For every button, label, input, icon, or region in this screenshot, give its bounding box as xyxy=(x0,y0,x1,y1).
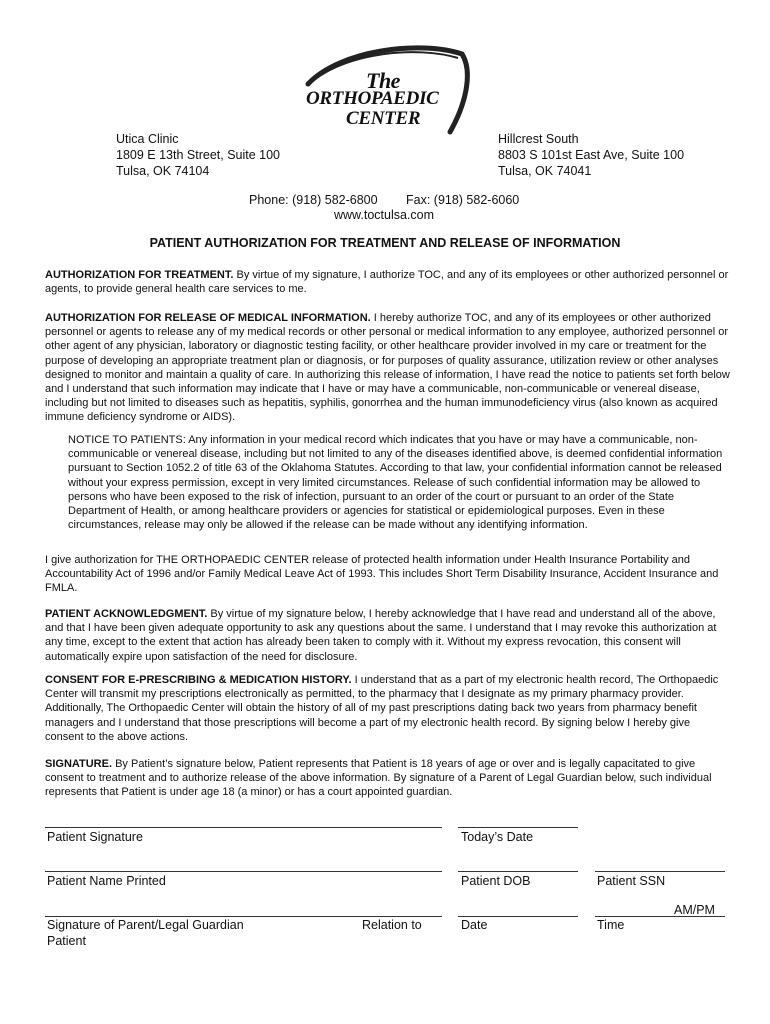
eprescribing-heading: CONSENT FOR E-PRESCRIBING & MEDICATION HISTORY. xyxy=(45,674,352,686)
guardian-signature-label: Signature of Parent/Legal Guardian xyxy=(47,918,244,932)
eprescribing-paragraph xyxy=(45,673,730,744)
left-clinic-city: Tulsa, OK 74104 xyxy=(116,164,210,178)
logo-line-the: The xyxy=(366,68,400,93)
acknowledgment-body: By virtue of my signature below, I hereby acknowledge that I have read and understand all of the above, and that I have been given adequate opportunity to ask any questions about the same. I understand that I may revoke this authorization at any time, except to the extent that action has already been taken to comply with it. Without my express revocation, this consent will automatically expire upon satisfaction of the need for disclosure. xyxy=(45,608,717,663)
relation-label: Relation to xyxy=(362,918,422,932)
clinic-logo xyxy=(300,40,480,140)
todays-date-line[interactable] xyxy=(458,827,578,828)
acknowledgment-heading: PATIENT ACKNOWLEDGMENT. xyxy=(45,608,208,620)
guardian-signature-label-2: Patient xyxy=(47,934,86,948)
auth-treatment-body: By virtue of my signature, I authorize TOC, and any of its employees or other authorized personnel or agents, to provide general health care services to me. xyxy=(45,269,729,296)
auth-release-heading: AUTHORIZATION FOR RELEASE OF MEDICAL INFORMATION. xyxy=(45,312,371,324)
notice-to-patients: NOTICE TO PATIENTS: Any information in your medical record which indicates that you have or may have a communicable, non-communicable or venereal disease, including but not limited to any of the diseases identified above, is deemed confidential information pursuant to Section 1052.2 of title 63 of the Oklahoma Statutes. According to that law, your confidential information cannot be released without your express permission, except in very limited circumstances. Release of such confidential information may be allowed to persons who have been exposed to the risk of infection, pursuant to an order of the court or pursuant to an order of the State Department of Health, or among healthcare providers or agencies for statistical or epidemiological purposes. Even in these circumstances, release may only be allowed if the release can be made without any identifying information. xyxy=(68,434,723,532)
patient-dob-line[interactable] xyxy=(458,871,578,872)
right-clinic-address xyxy=(498,131,684,179)
auth-release-paragraph xyxy=(45,311,730,425)
todays-date-label: Today’s Date xyxy=(461,830,534,844)
right-clinic-city: Tulsa, OK 74041 xyxy=(498,164,592,178)
patient-name-label: Patient Name Printed xyxy=(47,874,166,888)
left-clinic-street: 1809 E 13th Street, Suite 100 xyxy=(116,148,281,162)
signature-body: By Patient’s signature below, Patient represents that Patient is 18 years of age or over and is legally capacitated to give consent to treatment and to authorize release of the above information. By signature of a Parent of Legal Guardian below, such individual represents that Patient is under age 18 (a minor) or has a court appointed guardian. xyxy=(45,758,712,799)
acknowledgment-paragraph xyxy=(45,607,730,664)
phone-number: Phone: (918) 582-6800 xyxy=(249,193,378,207)
signature-paragraph xyxy=(45,757,730,800)
document-title: PATIENT AUTHORIZATION FOR TREATMENT AND RELEASE OF INFORMATION xyxy=(149,236,621,250)
right-clinic-street: 8803 S 101st East Ave, Suite 100 xyxy=(498,148,685,162)
hipaa-authorization: I give authorization for THE ORTHOPAEDIC CENTER release of protected health information under Health Insurance Portability and Accountability Act of 1996 and/or Family Medical Leave Act of 1993. This includes Short Term Disability Insurance, Accident Insurance and FMLA. xyxy=(45,554,719,595)
ampm-label: AM/PM xyxy=(674,903,715,917)
date-label: Date xyxy=(461,918,488,932)
left-clinic-name: Utica Clinic xyxy=(116,132,179,146)
auth-release-body: I hereby authorize TOC, and any of its employees or other authorized personnel or agents to release any of my medical records or other personal or medical information to any employee, authorized personnel or other agent of any physician, laboratory or diagnostic testing facility, or other healthcare provider involved in my care or treatment for the purpose of developing an appropriate treatment plan or diagnosis, or for purposes of quality assurance, utilization review or other analyses designed to monitor and maintain a quality of care. In authorizing this release of information, I have read the notice to patients set forth below and I understand that such information may indicate that I have or may have a communicable, non-communicable or venereal disease, including but not limited to diseases such as hepatitis, syphilis, gonorrhea and the human immunodeficiency virus (also known as acquired immune deficiency syndrome or AIDS). xyxy=(45,312,730,424)
patient-signature-label: Patient Signature xyxy=(47,830,143,844)
eprescribing-body: I understand that as a part of my electronic health record, The Orthopaedic Center will transmit my prescriptions electronically as permitted, to the pharmacy that I designate as my primary pharmacy provider. Additionally, The Orthopaedic Center will obtain the history of all of my past prescriptions dating back two years from pharmacy benefit managers and I understand that those prescriptions will become a part of my electronic health record. By signing below I hereby give consent to the above actions. xyxy=(45,674,719,743)
auth-treatment-paragraph xyxy=(45,268,730,296)
auth-treatment-heading: AUTHORIZATION FOR TREATMENT. xyxy=(45,269,234,281)
website-link[interactable]: www.toctulsa.com xyxy=(334,208,435,222)
logo-line-orthopaedic: ORTHOPAEDIC xyxy=(306,88,439,109)
patient-name-line[interactable] xyxy=(45,871,442,872)
patient-ssn-line[interactable] xyxy=(595,871,725,872)
patient-signature-line[interactable] xyxy=(45,827,442,828)
patient-ssn-label: Patient SSN xyxy=(597,874,666,888)
patient-dob-label: Patient DOB xyxy=(461,874,531,888)
time-label: Time xyxy=(597,918,625,932)
right-clinic-name: Hillcrest South xyxy=(498,132,579,146)
logo-line-center: CENTER xyxy=(346,108,421,129)
fax-number: Fax: (918) 582-6060 xyxy=(406,193,520,207)
signature-heading: SIGNATURE. xyxy=(45,758,113,770)
left-clinic-address xyxy=(116,131,280,179)
